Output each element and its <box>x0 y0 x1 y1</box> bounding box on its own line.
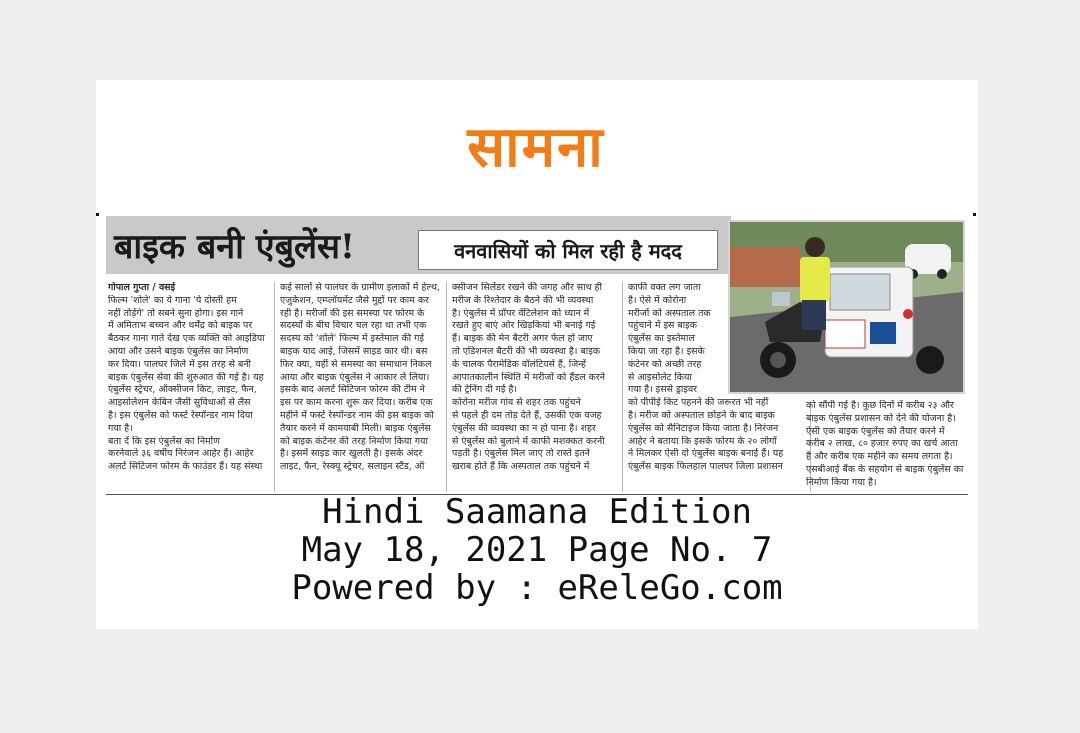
article-column-3 <box>452 282 616 492</box>
article-text-line: है और करीब एक महीने का समय लगता है। <box>806 451 953 463</box>
article-text-line: नहीं तोड़ेंगे' तो सबने सुना होगा। इस गाने <box>108 307 244 319</box>
article-text-line: आया और बाइक एंबुलेंस ने आकार ले लिया। <box>280 371 430 383</box>
article-text-line: तैयार करने में कामयाबी मिली। बाइक एंबुलेंस <box>280 422 431 434</box>
article-text-line: मरीजों को अस्पताल तक <box>628 307 711 319</box>
article-text-line: आपातकालीन स्थिति में मरीजों को हैंडल करने <box>452 371 605 383</box>
article-text-line: क्सीजन सिलेंडर रखने की जगह और साथ ही <box>452 282 602 293</box>
powered-by: Powered by : eReleGo.com <box>291 568 783 608</box>
article-body <box>108 282 966 492</box>
article-text-line: खराब होते हैं कि अस्पताल तक पहुंचने में <box>452 461 590 473</box>
article-headline: बाइक बनी एंबुलेंस! <box>114 227 355 267</box>
article-text-line: की ट्रेनिंग दी गई है। <box>452 384 518 396</box>
article-text-line: है। मरीज को अस्पताल छोड़ने के बाद बाइक <box>628 409 775 421</box>
masthead-title: सामना <box>467 115 605 180</box>
article-text-line: हैं। बाइक की मेन बैटरी अगर फेल हो जाए <box>452 333 593 345</box>
article-text-line: एंबुलेंस बाइक फिलहाल पालघर जिला प्रशासन <box>628 461 783 473</box>
article-text-line: निर्माण किया गया है। <box>806 476 877 488</box>
article-text-line: किया जा रहा है। इसके <box>628 345 705 357</box>
article-text-line: से एंबुलेंस को बुलाने में काफी मशक्कत करनी <box>452 435 605 447</box>
left-crop-mark <box>96 213 99 216</box>
article-text-line: कर दिया। पालघर जिले में इस तरह से बनी <box>108 358 251 370</box>
article-text-line: गया है। <box>108 422 133 434</box>
column-divider <box>446 282 447 492</box>
article-text-line: एंबुलेंस का इस्तेमाल <box>628 333 695 345</box>
article-text-line: रही है। मरीजों की इस समस्या पर फोरम के <box>280 307 425 319</box>
article-text-line: है। एंबुलेंस में प्रॉपर वेंटिलेशन को ध्यान में <box>452 307 590 319</box>
edition-name: Hindi Saamana Edition <box>322 492 752 532</box>
article-text-line: के चालक पैरामेडिक वॉलंटियर्स हैं, जिन्हें <box>452 358 586 370</box>
article-text-line: कोरोना मरीज गांव से शहर तक पहुंचने <box>452 397 581 409</box>
article-text-line: फिल्म 'शोले' का ये गाना 'ये दोस्ती हम <box>108 294 237 306</box>
article-text-line: से पहले ही दम तोड़ देते हैं, उसकी एक वजह <box>452 409 602 421</box>
article-text-line: रखते हुए बाएं ओर खिड़कियां भी बनाई गई <box>452 320 596 332</box>
article-text-line: करीब २ लाख, ८० हजार रुपए का खर्च आता <box>806 438 958 450</box>
article-text-line: को पीपीई किट पहनने की जरूरत भी नहीं <box>628 397 769 409</box>
article-text-line: कंटेनर को अच्छी तरह <box>628 358 702 370</box>
article-text-line: है। इस एंबुलेंस को फर्स्ट रेस्पॉन्डर नाम दिया <box>108 409 253 421</box>
subheadline-box <box>418 230 718 270</box>
article-text-line: एसबीआई बैंक के सहयोग से बाइक एंबुलेंस का <box>806 463 964 475</box>
article-text-line: को बाइक कंटेनर की तरह निर्माण किया गया <box>280 435 428 447</box>
article-column-4 <box>628 282 804 492</box>
edition-date-page: May 18, 2021 Page No. 7 <box>301 530 773 570</box>
article-text-line: करनेवाले ३६ वर्षीय निरंजन आहेर हैं। आहेर <box>108 448 254 460</box>
article-text-line: मरीज के रिश्तेदार के बैठने की भी व्यवस्था <box>452 294 594 306</box>
article-text-line: सदस्यों के बीच विचार चल रहा था तभी एक <box>280 320 427 332</box>
article-text-line: बाइक याद आई, जिसमें साइड कार थी। बस <box>280 345 428 357</box>
edition-footer <box>96 493 978 607</box>
article-text-line: आया और उसने बाइक एंबुलेंस का निर्माण <box>108 345 249 357</box>
article-text-line: बता दें कि इस एंबुलेंस का निर्माण <box>108 435 220 447</box>
article-text-line: इस पर काम करना शुरू कर दिया। करीब एक <box>280 397 433 409</box>
article-text-line: एंबुलेंस स्ट्रेचर, ऑक्सीजन किट, लाइट, फैन, <box>108 384 257 396</box>
article-text-line: एंबुलेंस को सैनिटाइज किया जाता है। निरंजन <box>628 422 779 434</box>
article-column-2 <box>280 282 440 492</box>
article-text-line: ऐसी एक बाइक एंबुलेंस को तैयार करने में <box>806 425 945 437</box>
article-text-line: बैठकर गाना गाते देख एक व्यक्ति को आइडिया <box>108 333 265 345</box>
article-text-line: गया है। इससे ड्राइवर <box>628 384 697 396</box>
article-text-line: इसके बाद अलर्ट सिटिजन फोरम की टीम ने <box>280 384 425 396</box>
article-text-line: महीने में फर्स्ट रेस्पॉन्डर नाम की इस बाइक को <box>280 409 434 421</box>
article-byline: गोपाल गुप्ता / वसई <box>108 282 176 293</box>
article-subheadline: वनवासियों को मिल रही है मदद <box>454 238 682 263</box>
article-text-line: पहुंचाने में इस बाइक <box>628 320 697 332</box>
article-text-line: सदस्य को 'शोले' फिल्म में इस्तेमाल की गई <box>280 333 424 345</box>
article-text-line: एजुकेशन, एम्प्लॉयमेंट जैसे मुद्दों पर काम कर <box>280 294 429 306</box>
newspaper-clipping <box>96 80 978 629</box>
masthead-logo <box>396 108 676 182</box>
article-text-line: बाइक एंबुलेंस प्रशासन को देने की योजना है। <box>806 412 956 424</box>
article-text-line: बाइक एंबुलेंस सेवा की शुरुआत की गई है। यह <box>108 371 264 383</box>
column-divider <box>274 282 275 492</box>
article-text-line: है। इसमें साइड कार खुलती है। इसके अंदर <box>280 448 423 460</box>
right-crop-mark <box>973 213 976 216</box>
article-column-5 <box>806 400 968 492</box>
article-text-line: काफी वक्त लग जाता <box>628 282 701 293</box>
article-text-line: है। ऐसे में कोरोना <box>628 294 687 306</box>
article-text-line: ने मिलकर ऐसी दो एंबुलेंस बाइक बनाई हैं। यह <box>628 448 784 460</box>
article-text-line: तो एडिशनल बैटरी की भी व्यवस्था है। बाइक <box>452 345 601 357</box>
article-text-line: आहेर ने बताया कि इसके फोरम के २० लोगों <box>628 435 777 447</box>
article-text-line: अलर्ट सिटिजन फोरम के फाउंडर हैं। यह संस्था <box>108 461 263 473</box>
article-text-line: लाइट, फैन, रेस्क्यू स्ट्रेचर, सलाइन स्टैंड, ऑ <box>280 461 425 473</box>
article-column-1 <box>108 282 268 492</box>
article-text-line: में अमिताभ बच्चन और धर्मेंद्र को बाइक पर <box>108 320 253 332</box>
article-text-line: एंबुलेंस की व्यवस्था का न हो पाना है। शहर <box>452 422 596 434</box>
article-text-line: पड़ती है। एंबुलेंस मिल जाए तो रास्ते इतने <box>452 448 590 460</box>
article-text-line: आइसोलेशन केबिन जैसी सुविधाओं से लैस <box>108 397 251 409</box>
article-text-line: फिर क्या, यहीं से समस्या का समाधान निकल <box>280 358 432 370</box>
article-text-line: से आइसोलेट किया <box>628 371 692 383</box>
article-text-line: कई सालों से पालघर के ग्रामीण इलाकों में हेल्थ, <box>280 282 440 293</box>
column-divider <box>622 282 623 492</box>
article-text-line: को सौंपी गई है। कुछ दिनों में करीब २३ और <box>806 400 954 411</box>
